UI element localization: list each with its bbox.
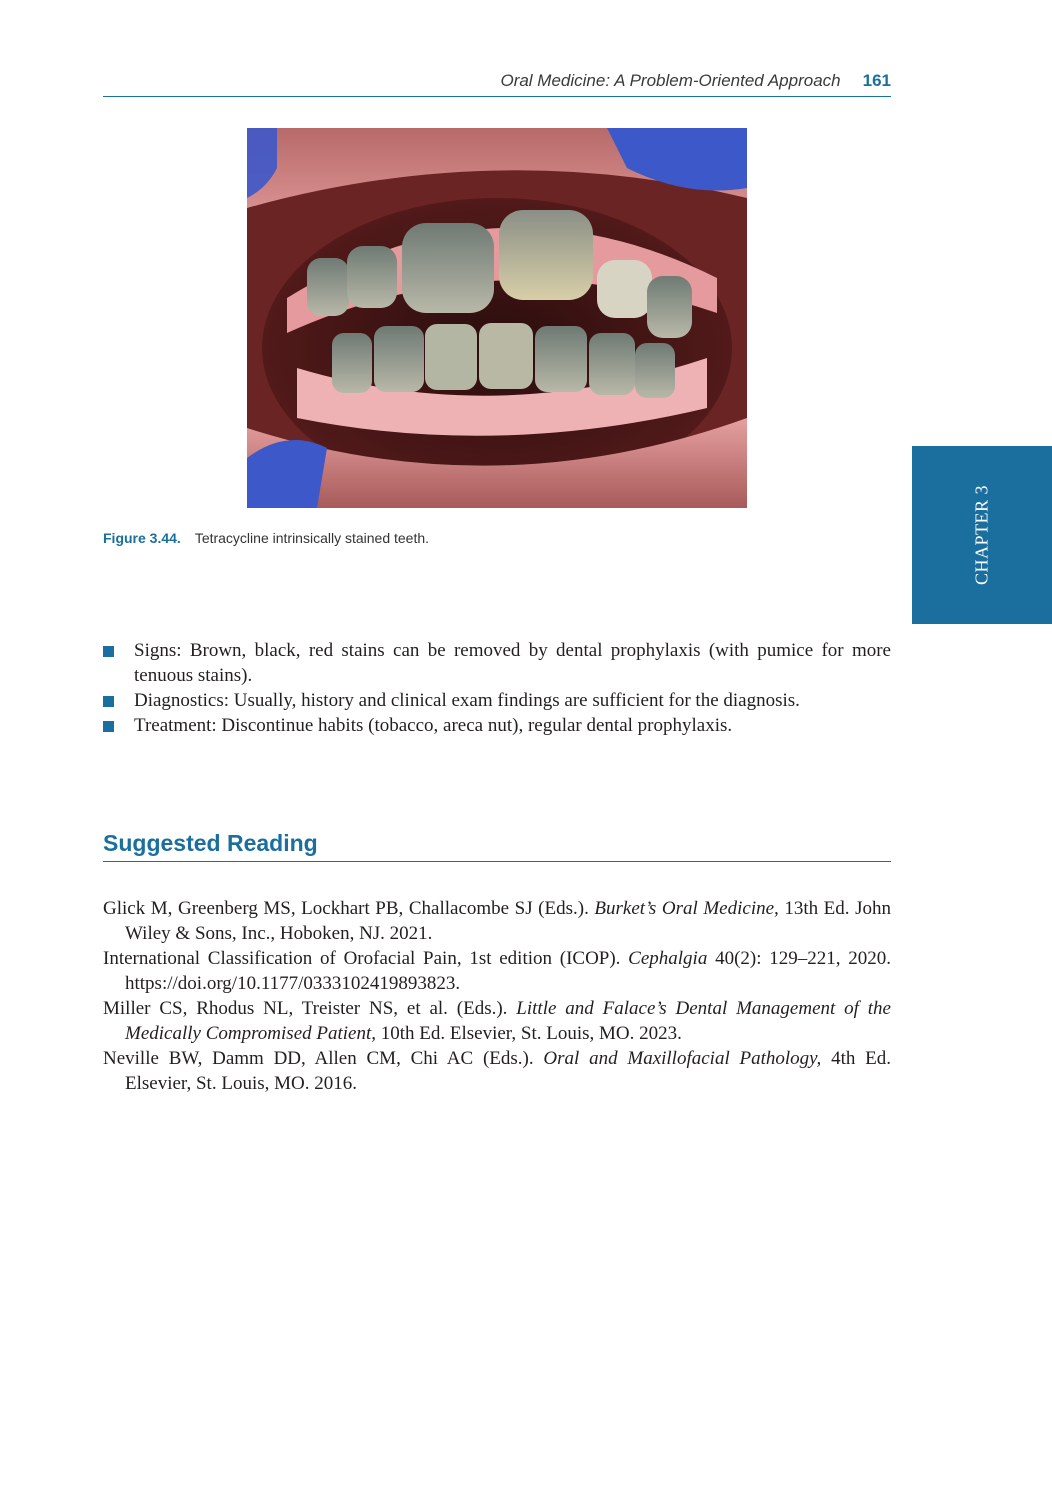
bullet-text: Diagnostics: Usually, history and clinical exam findings are sufficient for the diagnosis.	[134, 690, 800, 711]
bullet-square-icon	[103, 646, 114, 657]
reference-authors: Neville BW, Damm DD, Allen CM, Chi AC (Eds.).	[103, 1048, 544, 1069]
figure-label: Figure 3.44.	[103, 530, 181, 546]
bullet-item-signs	[103, 638, 891, 688]
reference-details: 4th Ed. Elsevier, St. Louis, MO. 2016.	[125, 1048, 892, 1094]
reference-title: Cephalgia	[628, 948, 708, 969]
page-number: 161	[862, 71, 891, 90]
reference-details: 40(2): 129–221, 2020. https://doi.org/10.1177/0333102419893823.	[125, 948, 891, 994]
running-header	[103, 66, 891, 97]
bullet-list	[103, 638, 891, 738]
bullet-square-icon	[103, 696, 114, 707]
bullet-square-icon	[103, 721, 114, 732]
reference-details: 13th Ed. John Wiley & Sons, Inc., Hoboken, NJ. 2021.	[125, 898, 892, 944]
bullet-item-treatment	[103, 713, 891, 738]
reference-authors: Glick M, Greenberg MS, Lockhart PB, Challacombe SJ (Eds.).	[103, 898, 595, 919]
book-title: Oral Medicine: A Problem-Oriented Approach	[500, 71, 841, 90]
reference-item	[103, 896, 891, 946]
figure-photo	[247, 128, 747, 508]
figure-caption-text: Tetracycline intrinsically stained teeth.	[194, 530, 430, 546]
bullet-text: Treatment: Discontinue habits (tobacco, areca nut), regular dental prophylaxis.	[134, 715, 733, 736]
chapter-tab	[912, 446, 1052, 624]
reference-authors: International Classification of Orofacial Pain, 1st edition (ICOP).	[103, 948, 629, 969]
reference-title: Burket’s Oral Medicine,	[594, 898, 779, 919]
reference-title: Little and Falace’s Dental Management of the Medically Compromised Patient,	[125, 998, 891, 1044]
chapter-tab-label: CHAPTER 3	[971, 484, 992, 586]
bullet-item-diagnostics	[103, 688, 891, 713]
section-heading: Suggested Reading	[103, 830, 891, 862]
reference-authors: Miller CS, Rhodus NL, Treister NS, et al. (Eds.).	[103, 998, 517, 1019]
bullet-text: Signs: Brown, black, red stains can be removed by dental prophylaxis (with pumice for more tenuous stains).	[134, 640, 891, 686]
reference-item	[103, 946, 891, 996]
reference-title: Oral and Maxillofacial Pathology,	[543, 1048, 822, 1069]
reference-list	[103, 896, 891, 1096]
reference-item	[103, 1046, 891, 1096]
reference-item	[103, 996, 891, 1046]
teeth-photo-illustration	[247, 128, 747, 508]
reference-details: 10th Ed. Elsevier, St. Louis, MO. 2023.	[376, 1023, 682, 1044]
figure-caption	[103, 530, 891, 546]
